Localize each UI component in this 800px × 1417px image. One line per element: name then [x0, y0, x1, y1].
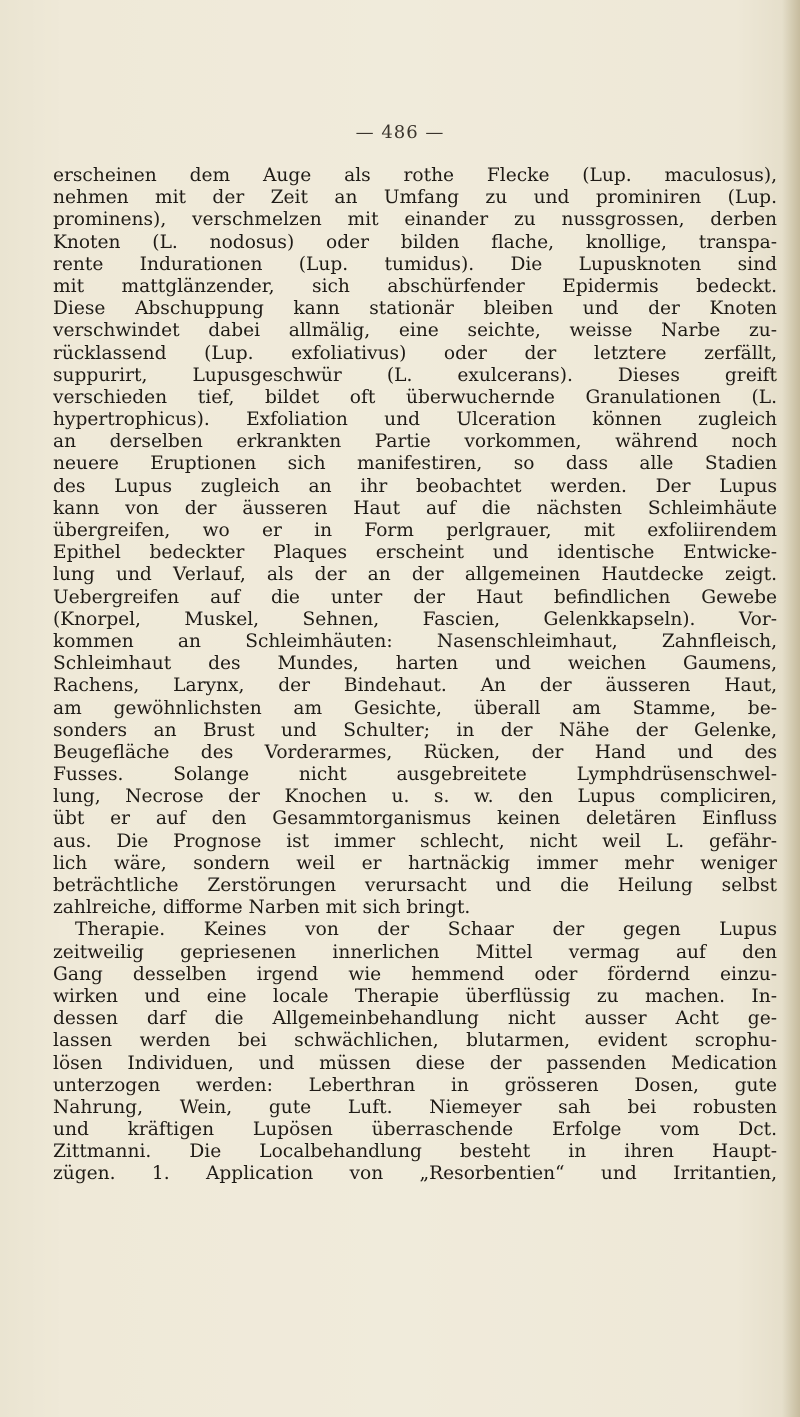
page-number: — 486 —	[355, 122, 445, 143]
text-line: Knoten (L. nodosus) oder bilden flache, knollige, transpa-	[53, 231, 777, 253]
text-line: rente Indurationen (Lup. tumidus). Die Lupusknoten sind	[53, 253, 777, 275]
text-line: lassen werden bei schwächlichen, blutarmen, evident scrophu-	[53, 1030, 777, 1052]
text-line: Fusses. Solange nicht ausgebreitete Lymphdrüsenschwel-	[53, 764, 777, 786]
text-line: (Knorpel, Muskel, Sehnen, Fascien, Gelenkkapseln). Vor-	[53, 608, 777, 630]
text-line: unterzogen werden: Leberthran in grösseren Dosen, gute	[53, 1074, 777, 1096]
text-line: mit mattglänzender, sich abschürfender Epidermis bedeckt.	[53, 275, 777, 297]
text-line: zahlreiche, difforme Narben mit sich bringt.	[53, 897, 471, 919]
text-line: des Lupus zugleich an ihr beobachtet werden. Der Lupus	[53, 475, 777, 497]
text-line: übt er auf den Gesammtorganismus keinen deletären Einfluss	[53, 808, 777, 830]
text-line: dessen darf die Allgemeinbehandlung nicht ausser Acht ge-	[53, 1008, 777, 1030]
text-line: lich wäre, sondern weil er hartnäckig immer mehr weniger	[53, 852, 777, 874]
text-line: sonders an Brust und Schulter; in der Nähe der Gelenke,	[53, 719, 777, 741]
text-line: zügen. 1. Application von „Resorbentien“ und Irritantien,	[53, 1163, 777, 1185]
text-line: an derselben erkrankten Partie vorkommen, während noch	[53, 431, 777, 453]
text-line: lung und Verlauf, als der an der allgemeinen Hautdecke zeigt.	[53, 564, 777, 586]
text-line: nehmen mit der Zeit an Umfang zu und prominiren (Lup.	[53, 187, 777, 209]
page-edge-shadow	[782, 0, 800, 1417]
text-line: verschieden tief, bildet oft überwuchernde Granulationen (L.	[53, 386, 777, 408]
text-line: verschwindet dabei allmälig, eine seichte, weisse Narbe zu-	[53, 320, 777, 342]
text-line: prominens), verschmelzen mit einander zu nussgrossen, derben	[53, 209, 777, 231]
text-line: am gewöhnlichsten am Gesichte, überall am Stamme, be-	[53, 697, 777, 719]
text-line: wirken und eine locale Therapie überflüssig zu machen. In-	[53, 985, 777, 1007]
text-line: beträchtliche Zerstörungen verursacht und die Heilung selbst	[53, 875, 777, 896]
text-line: kommen an Schleimhäuten: Nasenschleimhaut, Zahnfleisch,	[53, 630, 777, 652]
text-line: erscheinen dem Auge als rothe Flecke (Lup. maculosus),	[53, 165, 777, 186]
body-text	[53, 165, 777, 1186]
text-line: Rachens, Larynx, der Bindehaut. An der äusseren Haut,	[53, 675, 777, 697]
text-line: kann von der äusseren Haut auf die nächsten Schleimhäute	[53, 497, 777, 519]
text-line: Diese Abschuppung kann stationär bleiben und der Knoten	[53, 298, 777, 320]
text-line: neuere Eruptionen sich manifestiren, so dass alle Stadien	[53, 453, 777, 475]
text-line: Uebergreifen auf die unter der Haut befindlichen Gewebe	[53, 586, 777, 608]
text-line: suppurirt, Lupusgeschwür (L. exulcerans). Dieses greift	[53, 364, 777, 386]
text-line: Gang desselben irgend wie hemmend oder fördernd einzu-	[53, 963, 777, 985]
text-line: rücklassend (Lup. exfoliativus) oder der letztere zerfällt,	[53, 342, 777, 364]
text-line: lung, Necrose der Knochen u. s. w. den Lupus compliciren,	[53, 786, 777, 808]
text-line: Nahrung, Wein, gute Luft. Niemeyer sah bei robusten	[53, 1096, 777, 1118]
text-line: Therapie. Keines von der Schaar der gegen Lupus	[75, 919, 777, 941]
text-line: Beugefläche des Vorderarmes, Rücken, der Hand und des	[53, 741, 777, 763]
text-line: zeitweilig gepriesenen innerlichen Mittel vermag auf den	[53, 941, 777, 963]
text-line: übergreifen, wo er in Form perlgrauer, mit exfoliirendem	[53, 520, 777, 541]
text-line: Schleimhaut des Mundes, harten und weichen Gaumens,	[53, 653, 777, 675]
text-line: hypertrophicus). Exfoliation und Ulceration können zugleich	[53, 409, 777, 431]
text-line: Epithel bedeckter Plaques erscheint und identische Entwicke-	[53, 542, 777, 564]
text-line: aus. Die Prognose ist immer schlecht, nicht weil L. gefähr-	[53, 830, 777, 852]
text-line: und kräftigen Lupösen überraschende Erfolge vom Dct.	[53, 1119, 777, 1141]
text-line: Zittmanni. Die Localbehandlung besteht in ihren Haupt-	[53, 1141, 777, 1163]
text-line: lösen Individuen, und müssen diese der passenden Medication	[53, 1052, 777, 1074]
